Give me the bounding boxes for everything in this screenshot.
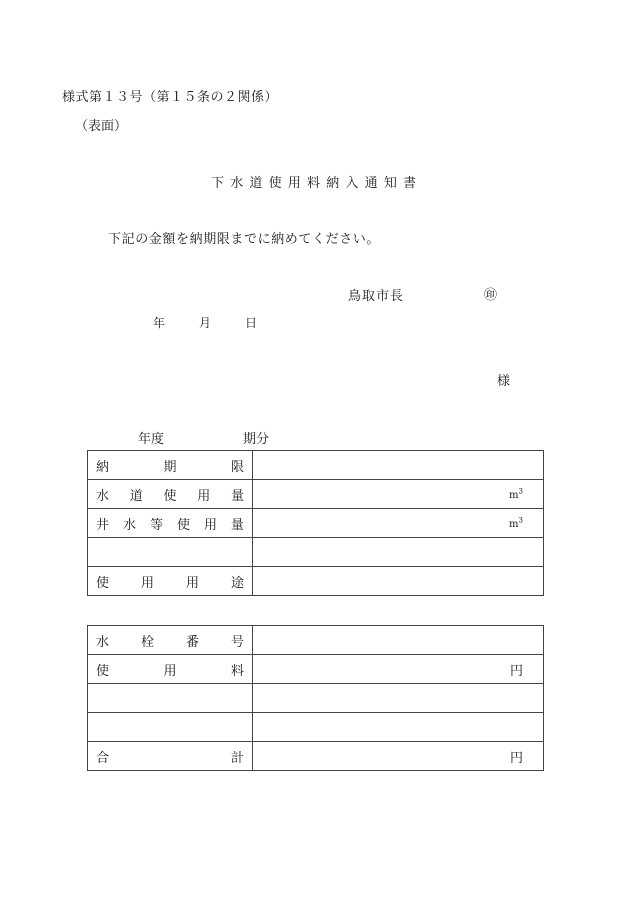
row-label-cell [88,655,253,684]
row-value-cell [253,742,544,771]
title-char: 用 [287,176,308,191]
row-value-cell [253,713,544,742]
date-month-label: 月 [199,316,212,330]
label-char: 使 [163,488,177,504]
row-label [96,660,244,679]
row-label [96,514,244,533]
label-char: 量 [230,488,244,504]
label-char: 用 [185,575,199,591]
label-char: 用 [163,663,177,679]
label-char: 途 [230,575,244,591]
row-label-cell [88,684,253,713]
label-char: 料 [230,663,244,679]
charge-table [87,625,544,771]
label-char: 栓 [140,634,154,650]
table-row [88,509,544,538]
row-label-cell [88,742,253,771]
row-label-cell [88,713,253,742]
table-row [88,684,544,713]
label-char: 用 [140,575,154,591]
table-row [88,626,544,655]
label-char: 用 [203,517,217,533]
label-char: 水 [96,634,110,650]
label-char: 水 [96,488,110,504]
table-row [88,538,544,567]
label-char: 量 [230,517,244,533]
instruction-text: 下記の金額を納期限までに納めてください。 [108,232,381,247]
row-label-cell [88,626,253,655]
row-label-cell [88,509,253,538]
table-row [88,713,544,742]
title-char: 知 [383,176,404,191]
row-value-cell [253,538,544,567]
issuer-name: 鳥取市長 [348,289,405,304]
row-label-cell [88,480,253,509]
row-label-cell [88,567,253,596]
row-value-cell [253,655,544,684]
row-value-cell [253,451,544,480]
unit-label [509,516,523,530]
row-value-cell [253,509,544,538]
label-char: 号 [230,634,244,650]
row-label-cell [88,538,253,567]
usage-table [87,450,544,596]
title-char: 入 [345,176,365,191]
table-row [88,742,544,771]
title-char: 納 [326,176,346,191]
seal-mark: ㊞ [484,288,498,303]
label-char: 井 [96,517,110,533]
table-row [88,655,544,684]
unit-exponent: 3 [518,516,523,525]
row-label [96,631,244,650]
title-char: 道 [249,176,269,191]
unit-exponent: 3 [518,487,523,496]
label-char: 用 [197,488,211,504]
row-label [96,456,244,475]
title-char: 水 [230,176,250,191]
table-row [88,480,544,509]
label-char: 番 [185,634,199,650]
row-value-cell [253,567,544,596]
row-value-cell [253,684,544,713]
label-char: 期 [163,459,177,475]
label-char: 使 [96,663,110,679]
document-title [211,172,422,191]
label-char: 水 [122,517,136,533]
form-number: 様式第１３号（第１５条の２関係） [62,90,279,105]
title-char: 書 [403,176,423,191]
label-char: 計 [230,750,244,766]
unit-label [509,487,523,501]
unit-label: 円 [509,750,523,766]
row-value-cell [253,626,544,655]
label-char: 納 [96,459,110,475]
label-char: 道 [129,488,143,504]
side-label: （表面） [75,119,128,134]
unit-label: 円 [509,663,523,679]
fiscal-year-label: 年度 [138,432,165,447]
title-char: 下 [211,176,231,191]
table-row [88,567,544,596]
label-char: 使 [176,517,190,533]
table-row [88,451,544,480]
label-char: 使 [96,575,110,591]
label-char: 合 [96,750,110,766]
row-label [96,572,244,591]
unit-base: m [509,518,519,530]
row-label [96,485,244,504]
row-value-cell [253,480,544,509]
row-label [96,747,244,766]
title-char: 通 [364,176,384,191]
date-year-label: 年 [153,316,166,330]
unit-base: m [509,489,519,501]
title-char: 使 [268,176,288,191]
period-label: 期分 [243,432,270,447]
title-char: 料 [307,176,327,191]
addressee-suffix: 様 [497,374,511,389]
label-char: 限 [230,459,244,475]
label-char: 等 [149,517,163,533]
row-label-cell [88,451,253,480]
date-day-label: 日 [245,316,258,330]
